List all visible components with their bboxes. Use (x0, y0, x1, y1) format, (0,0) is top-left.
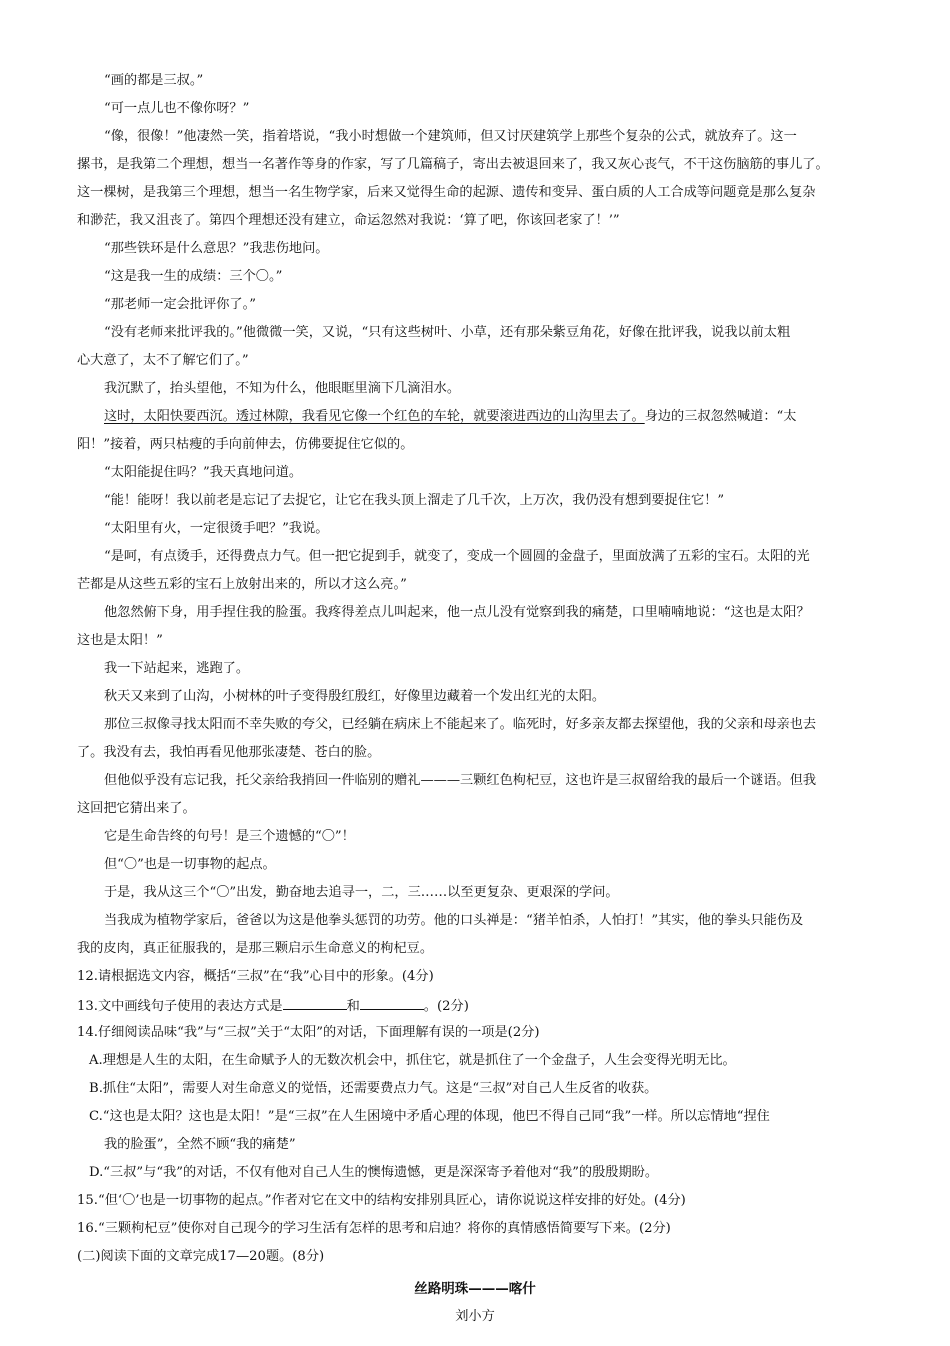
story-line: 阳！”接着，两只枯瘦的手向前伸去，仿佛要捉住它似的。 (77, 437, 414, 452)
article-author: 刘小方 (455, 1309, 495, 1324)
story-line: 芒都是从这些五彩的宝石上放射出来的，所以才这么亮。” (77, 577, 407, 592)
story-line: 我一下站起来，逃跑了。 (104, 661, 250, 676)
story-line: “那老师一定会批评你了。” (104, 297, 256, 312)
story-text: 身边的三叔忽然喊道：“太 (644, 409, 797, 424)
question-14-option-b: B.抓住“太阳”，需要人对生命意义的觉悟，还需要费点力气。这是“三叔”对自己人生反省的收获。 (89, 1081, 658, 1096)
story-line: 这也是太阳！” (77, 633, 163, 648)
question-15: 15.“但‘〇’也是一切事物的起点。”作者对它在文中的结构安排别具匠心，请你说说这样安排的好处。(4分) (77, 1193, 686, 1208)
answer-blank[interactable] (360, 996, 424, 1010)
story-line: “这是我一生的成绩：三个〇。” (104, 269, 283, 284)
story-line-underlined (104, 408, 797, 426)
story-line: “太阳能捉住吗？”我天真地问道。 (104, 465, 303, 480)
story-line: 当我成为植物学家后，爸爸以为这是他拳头惩罚的功劳。他的口头禅是：“猪羊怕杀，人怕打！”其实，他的拳头只能伤及 (104, 913, 804, 928)
story-line: 但“〇”也是一切事物的起点。 (104, 857, 276, 872)
story-line: 这一棵树，是我第三个理想，想当一名生物学家，后来又觉得生命的起源、遗传和变异、蛋白质的人工合成等问题竟是那么复杂 (77, 185, 816, 200)
story-line: 心大意了，太不了解它们了。” (77, 353, 249, 368)
question-14: 14.仔细阅读品味“我”与“三叔”关于“太阳”的对话，下面理解有误的一项是(2分) (77, 1025, 540, 1040)
question-14-option-d: D.“三叔”与“我”的对话，不仅有他对自己人生的懊悔遗憾，更是深深寄予着他对“我”的殷殷期盼。 (89, 1165, 659, 1180)
story-line: 秋天又来到了山沟，小树林的叶子变得殷红殷红，好像里边藏着一个发出红光的太阳。 (104, 689, 606, 704)
question-14-option-c: C.“这也是太阳？这也是太阳！”是“三叔”在人生困境中矛盾心理的体现，他巴不得自己同“我”一样。所以忘情地“捏住 (89, 1109, 770, 1124)
story-line: 和渺茫，我又沮丧了。第四个理想还没有建立，命运忽然对我说：‘算了吧，你该回老家了！’” (77, 213, 620, 228)
question-13-suffix: 。(2分) (423, 999, 469, 1014)
question-16: 16.“三颗枸杞豆”使你对自己现今的学习生活有怎样的思考和启迪？将你的真情感悟简要写下来。(2分) (77, 1221, 671, 1236)
part-two-heading: (二)阅读下面的文章完成17—20题。(8分) (77, 1249, 325, 1264)
question-13 (77, 996, 469, 1016)
story-line: 这回把它猜出来了。 (77, 801, 196, 816)
story-line: 它是生命告终的句号！是三个遗憾的“〇”！ (104, 829, 355, 844)
story-line: 我的皮肉，真正征服我的，是那三颗启示生命意义的枸杞豆。 (77, 941, 434, 956)
underlined-sentence: 这时，太阳快要西沉。透过林隙，我看见它像一个红色的车轮，就要滚进西边的山沟里去了。 (104, 409, 645, 424)
question-14-option-c-cont: 我的脸蛋”，全然不顾“我的痛楚” (104, 1137, 296, 1152)
story-line: 但他似乎没有忘记我，托父亲给我捎回一件临别的赠礼———三颗红色枸杞豆，这也许是三叔留给我的最后一个谜语。但我 (104, 773, 817, 788)
story-line: “画的都是三叔。” (104, 73, 204, 88)
story-line: 那位三叔像寻找太阳而不幸失败的夸父，已经躺在病床上不能起来了。临死时，好多亲友都去探望他，我的父亲和母亲也去 (104, 717, 817, 732)
story-line: “太阳里有火，一定很烫手吧？”我说。 (104, 521, 329, 536)
question-12: 12.请根据选文内容，概括“三叔”在“我”心目中的形象。(4分) (77, 969, 434, 984)
question-13-middle: 和 (346, 999, 360, 1014)
story-line: “能！能呀！我以前老是忘记了去捉它，让它在我头顶上溜走了几千次，上万次，我仍没有想到要捉住它！” (104, 493, 725, 508)
story-line: 我沉默了，抬头望他，不知为什么，他眼眶里滴下几滴泪水。 (104, 381, 461, 396)
story-line: “没有老师来批评我的。”他微微一笑，又说，“只有这些树叶、小草，还有那朵紫豆角花，好像在批评我，说我以前太粗 (104, 325, 791, 340)
answer-blank[interactable] (283, 996, 347, 1010)
question-14-option-a: A.理想是人生的太阳，在生命赋予人的无数次机会中，抓住它，就是抓住了一个金盘子，人生会变得光明无比。 (89, 1053, 736, 1068)
story-line: 了。我没有去，我怕再看见他那张凄楚、苍白的脸。 (77, 745, 381, 760)
story-line: “是呵，有点烫手，还得费点力气。但一把它捉到手，就变了，变成一个圆圆的金盘子，里面放满了五彩的宝石。太阳的光 (104, 549, 810, 564)
story-line: 于是，我从这三个“〇”出发，勤奋地去追寻一，二，三……以至更复杂、更艰深的学问。 (104, 885, 619, 900)
story-line: 他忽然俯下身，用手捏住我的脸蛋。我疼得差点儿叫起来，他一点儿没有觉察到我的痛楚，口里喃喃地说：“这也是太阳？ (104, 605, 810, 620)
story-line: 摞书，是我第二个理想，想当一名著作等身的作家，写了几篇稿子，寄出去被退回来了，我又灰心丧气，不干这伤脑筋的事儿了。 (77, 157, 829, 172)
question-13-prefix: 13.文中画线句子使用的表达方式是 (77, 999, 283, 1014)
story-line: “像，很像！”他凄然一笑，指着塔说，“我小时想做一个建筑师，但又讨厌建筑学上那些个复杂的公式，就放弃了。这一 (104, 129, 797, 144)
story-line: “那些铁环是什么意思？”我悲伤地问。 (104, 241, 329, 256)
story-line: “可一点儿也不像你呀？” (104, 101, 250, 116)
article-title: 丝路明珠———喀什 (414, 1281, 536, 1297)
